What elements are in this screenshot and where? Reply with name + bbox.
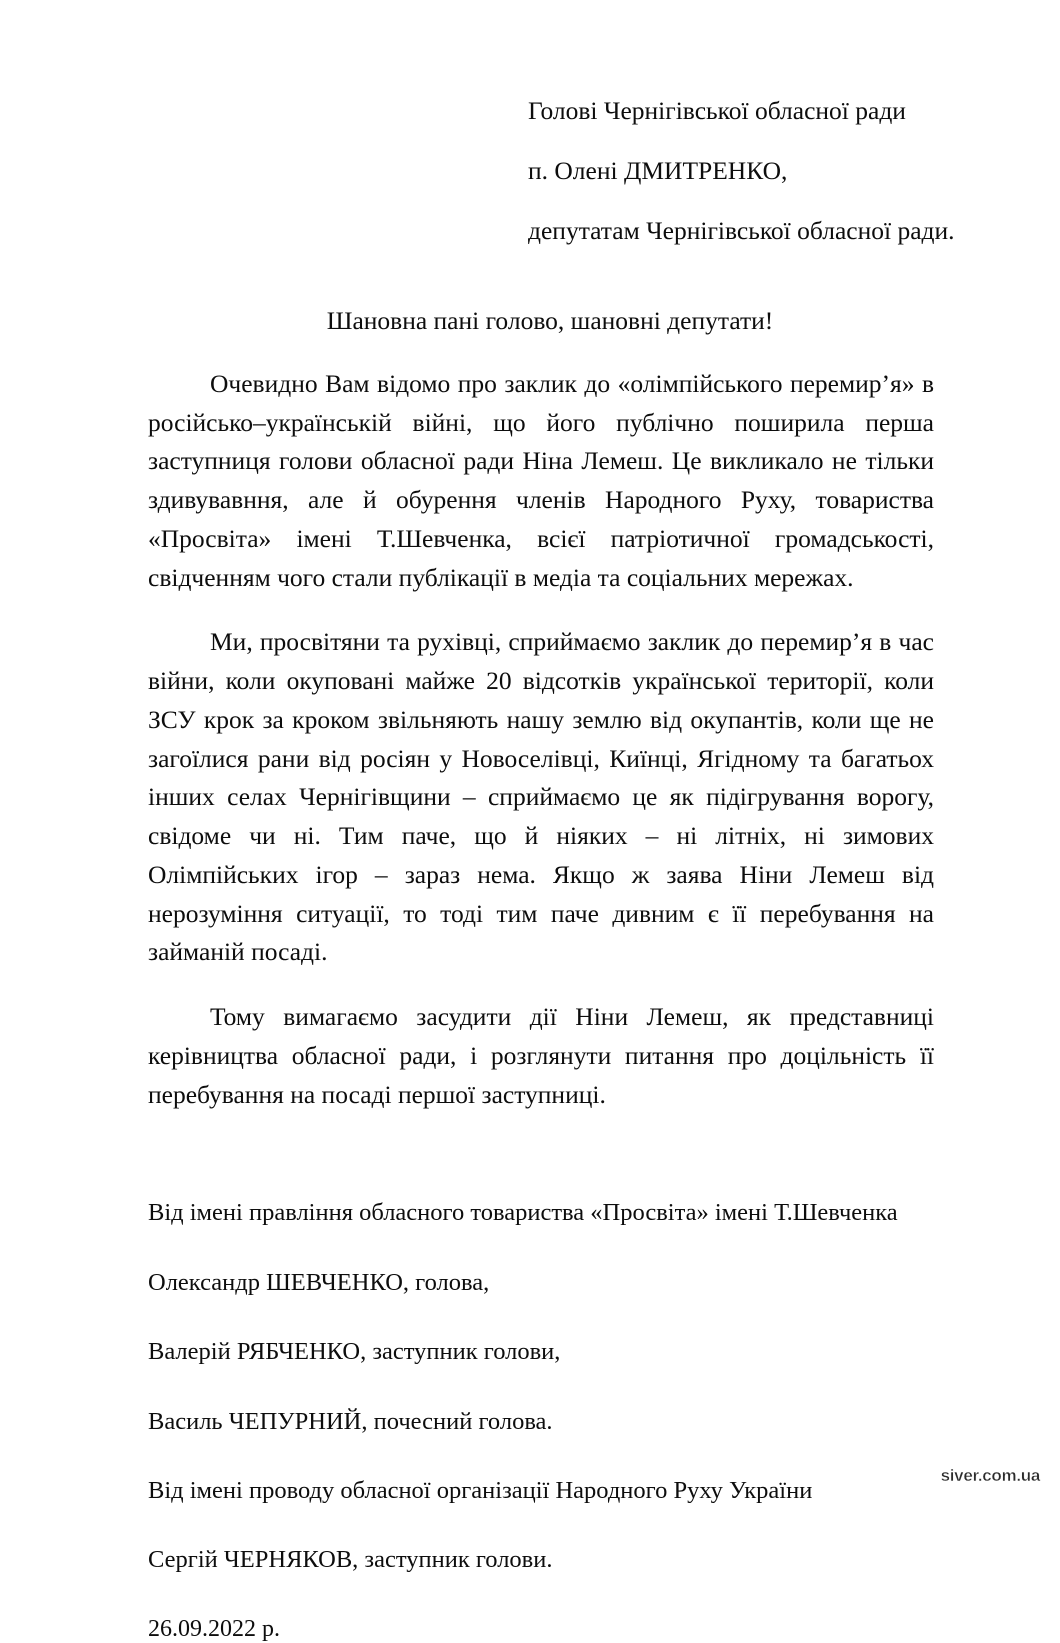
addressee-line-2: п. Олені ДМИТРЕНКО,	[528, 156, 788, 186]
greeting-line: Шановна пані голово, шановні депутати!	[326, 306, 774, 336]
document-content	[148, 0, 955, 1643]
body-paragraph-1: Очевидно Вам відомо про заклик до «олімпійського перемир’я» в російсько–українській війні, що його публічно поширила перша заступниця голови обласної ради Ніна Лемеш. Це викликало не тільки здивувавння, але й обурення членів Народного Руху, товариства «Просвіта» імені Т.Шевченка, всієї патріотичної громадськості, свідченням чого стали публікації в медіа та соціальних мережах.	[148, 368, 934, 592]
addressee-block	[148, 0, 955, 246]
signature-line-shevchenko: Олександр ШЕВЧЕНКО, голова,	[148, 1268, 490, 1296]
addressee-line-3: депутатам Чернігівської обласної ради.	[528, 216, 955, 246]
signature-line-riabchenko: Валерій РЯБЧЕНКО, заступник голови,	[148, 1338, 561, 1366]
signature-line-cherniakov: Сергій ЧЕРНЯКОВ, заступник голови.	[148, 1546, 553, 1574]
signature-line-chepurnyi: Василь ЧЕПУРНИЙ, почесний голова.	[148, 1407, 553, 1435]
signature-line-organization-ruh: Від імені проводу обласної організації Народного Руху України	[148, 1476, 813, 1504]
document-date: 26.09.2022 р.	[148, 1615, 280, 1642]
signature-block	[148, 1198, 934, 1643]
signature-line-organization-prosvita: Від імені правління обласного товариства «Просвіта» імені Т.Шевченка	[148, 1199, 898, 1227]
body-paragraph-2: Ми, просвітяни та рухівці, сприймаємо заклик до перемир’я в час війни, коли окуповані майже 20 відсотків української території, коли ЗСУ крок за кроком звільняють нашу землю від окупантів, коли ще не загоїлися рани від росіян у Новоселівці, Киїнці, Ягідному та багатьох інших селах Чернігівщини – сприймаємо це як підігрування ворогу, свідоме чи ні. Тим паче, що й ніяких – ні літніх, ні зимових Олімпійських ігор – зараз нема. Якщо ж заява Ніни Лемеш від нерозуміння ситуації, то тоді тим паче дивним є її перебування на займаній посаді.	[148, 627, 934, 967]
body-paragraph-3: Тому вимагаємо засудити дії Ніни Лемеш, як представниці керівництва обласної ради, і розглянути питання про доцільність її перебування на посаді першої заступниці.	[148, 1002, 934, 1109]
addressee-line-1: Голові Чернігівської обласної ради	[528, 96, 906, 125]
site-watermark: siver.com.ua	[940, 1466, 1040, 1485]
